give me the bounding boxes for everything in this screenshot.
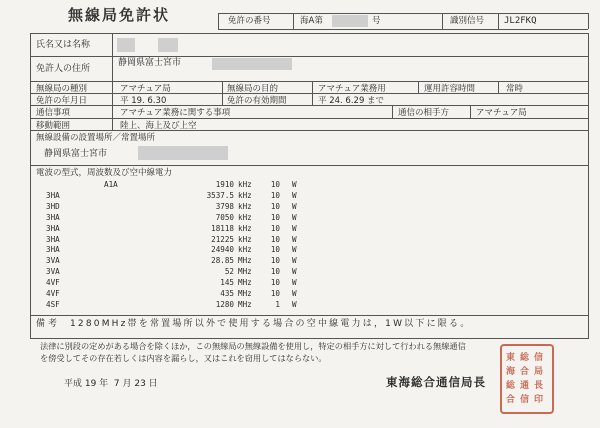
- emission-type: 3HA: [46, 213, 60, 222]
- emission-power: 10: [270, 202, 280, 211]
- station-row-div-2: [222, 81, 223, 93]
- issue-date-label: 免許の年月日: [36, 96, 88, 106]
- frame-bottom: [30, 338, 588, 339]
- emission-frequency: 3798: [215, 202, 234, 211]
- official-seal-icon: 東 総 信 海 合 局 総 通 長 合 信 印: [500, 344, 554, 414]
- frame-top: [30, 33, 588, 34]
- emission-type: 3VA: [46, 256, 60, 265]
- emission-power-unit: W: [292, 191, 297, 200]
- emission-power-unit: W: [292, 180, 297, 189]
- emission-power-unit: W: [292, 213, 297, 222]
- header-sep-1: [293, 13, 294, 29]
- document-title: 無線局免許状: [68, 6, 171, 24]
- emission-frequency: 7050: [215, 213, 234, 222]
- emission-frequency: 1910: [215, 180, 234, 189]
- emission-power-unit: W: [292, 202, 297, 211]
- movement-value: 陸上、海上及び上空: [120, 121, 197, 131]
- frame-left: [30, 33, 31, 339]
- emission-frequency-unit: MHz: [238, 256, 252, 265]
- emission-power-unit: W: [292, 245, 297, 254]
- remarks-label: 備考: [36, 319, 61, 329]
- notice-line-1: 法律に別段の定めがある場合を除くほか，この無線局の無線設備を使用し，特定の相手方に対して行われる無線通信: [40, 341, 466, 351]
- location-label: 無線設備の設置場所／常置場所: [36, 133, 156, 143]
- header-right-line: [588, 13, 589, 29]
- name-divider: [112, 33, 113, 81]
- issued-date: 平成 19 年 7 月 23 日: [64, 379, 158, 389]
- emissions-heading: 電波の型式，周波数及び空中線電力: [36, 168, 173, 178]
- address-row-line: [30, 81, 588, 82]
- license-no-label: 免許の番号: [228, 16, 271, 26]
- movement-row-div: [112, 118, 113, 130]
- header-sep-3: [498, 13, 499, 29]
- emission-frequency-unit: MHz: [238, 300, 252, 309]
- emission-power: 10: [270, 278, 280, 287]
- emission-frequency-unit: kHz: [238, 235, 252, 244]
- emission-type: 3HD: [46, 202, 60, 211]
- operating-time-label: 運用許容時間: [424, 84, 476, 94]
- emission-frequency-unit: MHz: [238, 267, 252, 276]
- emission-power-unit: W: [292, 224, 297, 233]
- emission-frequency: 52: [224, 267, 234, 276]
- station-type-label: 無線局の種別: [36, 84, 88, 94]
- emission-power-unit: W: [292, 278, 297, 287]
- issue-row-div-1: [222, 93, 223, 105]
- emission-type: 3HA: [46, 235, 60, 244]
- emission-frequency-unit: kHz: [238, 191, 252, 200]
- emission-power: 10: [270, 224, 280, 233]
- emission-frequency: 28.85: [211, 256, 234, 265]
- emission-type: 3VA: [46, 267, 60, 276]
- location-value: 静岡県富士宮市: [44, 149, 108, 159]
- callsign-value: JL2FKQ: [504, 16, 537, 26]
- operating-time-value: 常時: [506, 84, 524, 94]
- emissions-bottom-line: [30, 315, 588, 316]
- emission-frequency-unit: kHz: [238, 224, 252, 233]
- emission-frequency-unit: kHz: [238, 213, 252, 222]
- issue-row-div-2: [312, 93, 313, 105]
- expiry-label: 免許の有効期間: [227, 96, 287, 106]
- emission-power: 10: [270, 256, 280, 265]
- emission-frequency-unit: kHz: [238, 180, 252, 189]
- station-row-div-5: [498, 81, 499, 93]
- name-label: 氏名又は名称: [36, 40, 91, 50]
- emission-type: 4SF: [46, 300, 60, 309]
- emission-frequency: 24940: [211, 245, 234, 254]
- license-no-suffix: 号: [372, 16, 381, 26]
- station-type-value: アマチュア局: [120, 84, 171, 94]
- movement-row-line: [30, 130, 588, 131]
- movement-label: 移動範囲: [36, 121, 71, 131]
- station-row-div-4: [418, 81, 419, 93]
- header-sep-2: [442, 13, 443, 29]
- emission-power-unit: W: [292, 235, 297, 244]
- emission-type: 4VF: [46, 278, 60, 287]
- frame-right: [588, 33, 589, 339]
- emission-frequency-unit: kHz: [238, 202, 252, 211]
- emission-frequency: 3537.5: [206, 191, 234, 200]
- emission-frequency: 21225: [211, 235, 234, 244]
- comm-partner-label: 通信の相手方: [398, 108, 450, 118]
- notice-line-2: を傍受してその存在若しくは内容を漏らし，又はこれを窃用してはならない。: [40, 353, 327, 363]
- emission-power: 10: [270, 191, 280, 200]
- issue-date-value: 平 19. 6.30: [120, 96, 167, 106]
- issuer-name: 東海総合通信局長: [386, 375, 486, 389]
- address-redaction: [212, 58, 292, 70]
- callsign-label: 識別信号: [450, 16, 485, 26]
- comm-partner-value: アマチュア局: [476, 108, 527, 118]
- license-no-prefix: 海A第: [300, 16, 323, 26]
- header-top-line: [218, 13, 588, 14]
- comm-row-div-1: [392, 105, 393, 118]
- name-redaction-1: [117, 38, 135, 52]
- emission-type: 3HA: [46, 224, 60, 233]
- emission-power: 10: [270, 180, 280, 189]
- purpose-value: アマチュア業務用: [318, 84, 386, 94]
- emission-frequency: 1280: [215, 300, 234, 309]
- station-row-div-3: [312, 81, 313, 93]
- emission-power: 10: [270, 245, 280, 254]
- comm-items-label: 通信事項: [36, 108, 71, 118]
- emission-frequency: 435: [220, 289, 234, 298]
- emission-power-unit: W: [292, 289, 297, 298]
- address-label: 免許人の住所: [36, 64, 91, 74]
- emission-power: 1: [275, 300, 280, 309]
- emission-power: 10: [270, 267, 280, 276]
- emission-power: 10: [270, 289, 280, 298]
- emission-frequency-unit: kHz: [238, 245, 252, 254]
- address-value: 静岡県富士宮市: [118, 58, 182, 68]
- emission-power-unit: W: [292, 300, 297, 309]
- emission-type: 3HA: [46, 191, 60, 200]
- name-row-line: [30, 56, 588, 57]
- header-bottom-line: [218, 29, 588, 30]
- location-redaction: [138, 146, 228, 160]
- location-row-line: [30, 165, 588, 166]
- emission-frequency-unit: MHz: [238, 289, 252, 298]
- issue-row-line: [30, 105, 588, 106]
- name-redaction-2: [158, 38, 178, 52]
- emission-power: 10: [270, 213, 280, 222]
- station-row-div-1: [112, 81, 113, 118]
- emission-type: 3HA: [46, 245, 60, 254]
- emission-frequency-unit: MHz: [238, 278, 252, 287]
- emission-power-unit: W: [292, 256, 297, 265]
- purpose-label: 無線局の目的: [227, 84, 279, 94]
- remarks-text: 1280MHz帯を常置場所以外で使用する場合の空中線電力は，1W以下に限る。: [70, 319, 472, 329]
- station-row-line: [30, 93, 588, 94]
- comm-row-line: [30, 118, 588, 119]
- header-left-line: [218, 13, 219, 29]
- emission-frequency: 18118: [211, 224, 234, 233]
- expiry-value: 平 24. 6.29 まで: [318, 96, 385, 106]
- emission-frequency: 145: [220, 278, 234, 287]
- emission-type: 4VF: [46, 289, 60, 298]
- comm-items-value: アマチュア業務に関する事項: [120, 108, 231, 118]
- comm-row-div-2: [470, 105, 471, 118]
- license-no-redaction: [332, 15, 368, 27]
- emission-type: A1A: [104, 180, 118, 189]
- emission-power: 10: [270, 235, 280, 244]
- emission-power-unit: W: [292, 267, 297, 276]
